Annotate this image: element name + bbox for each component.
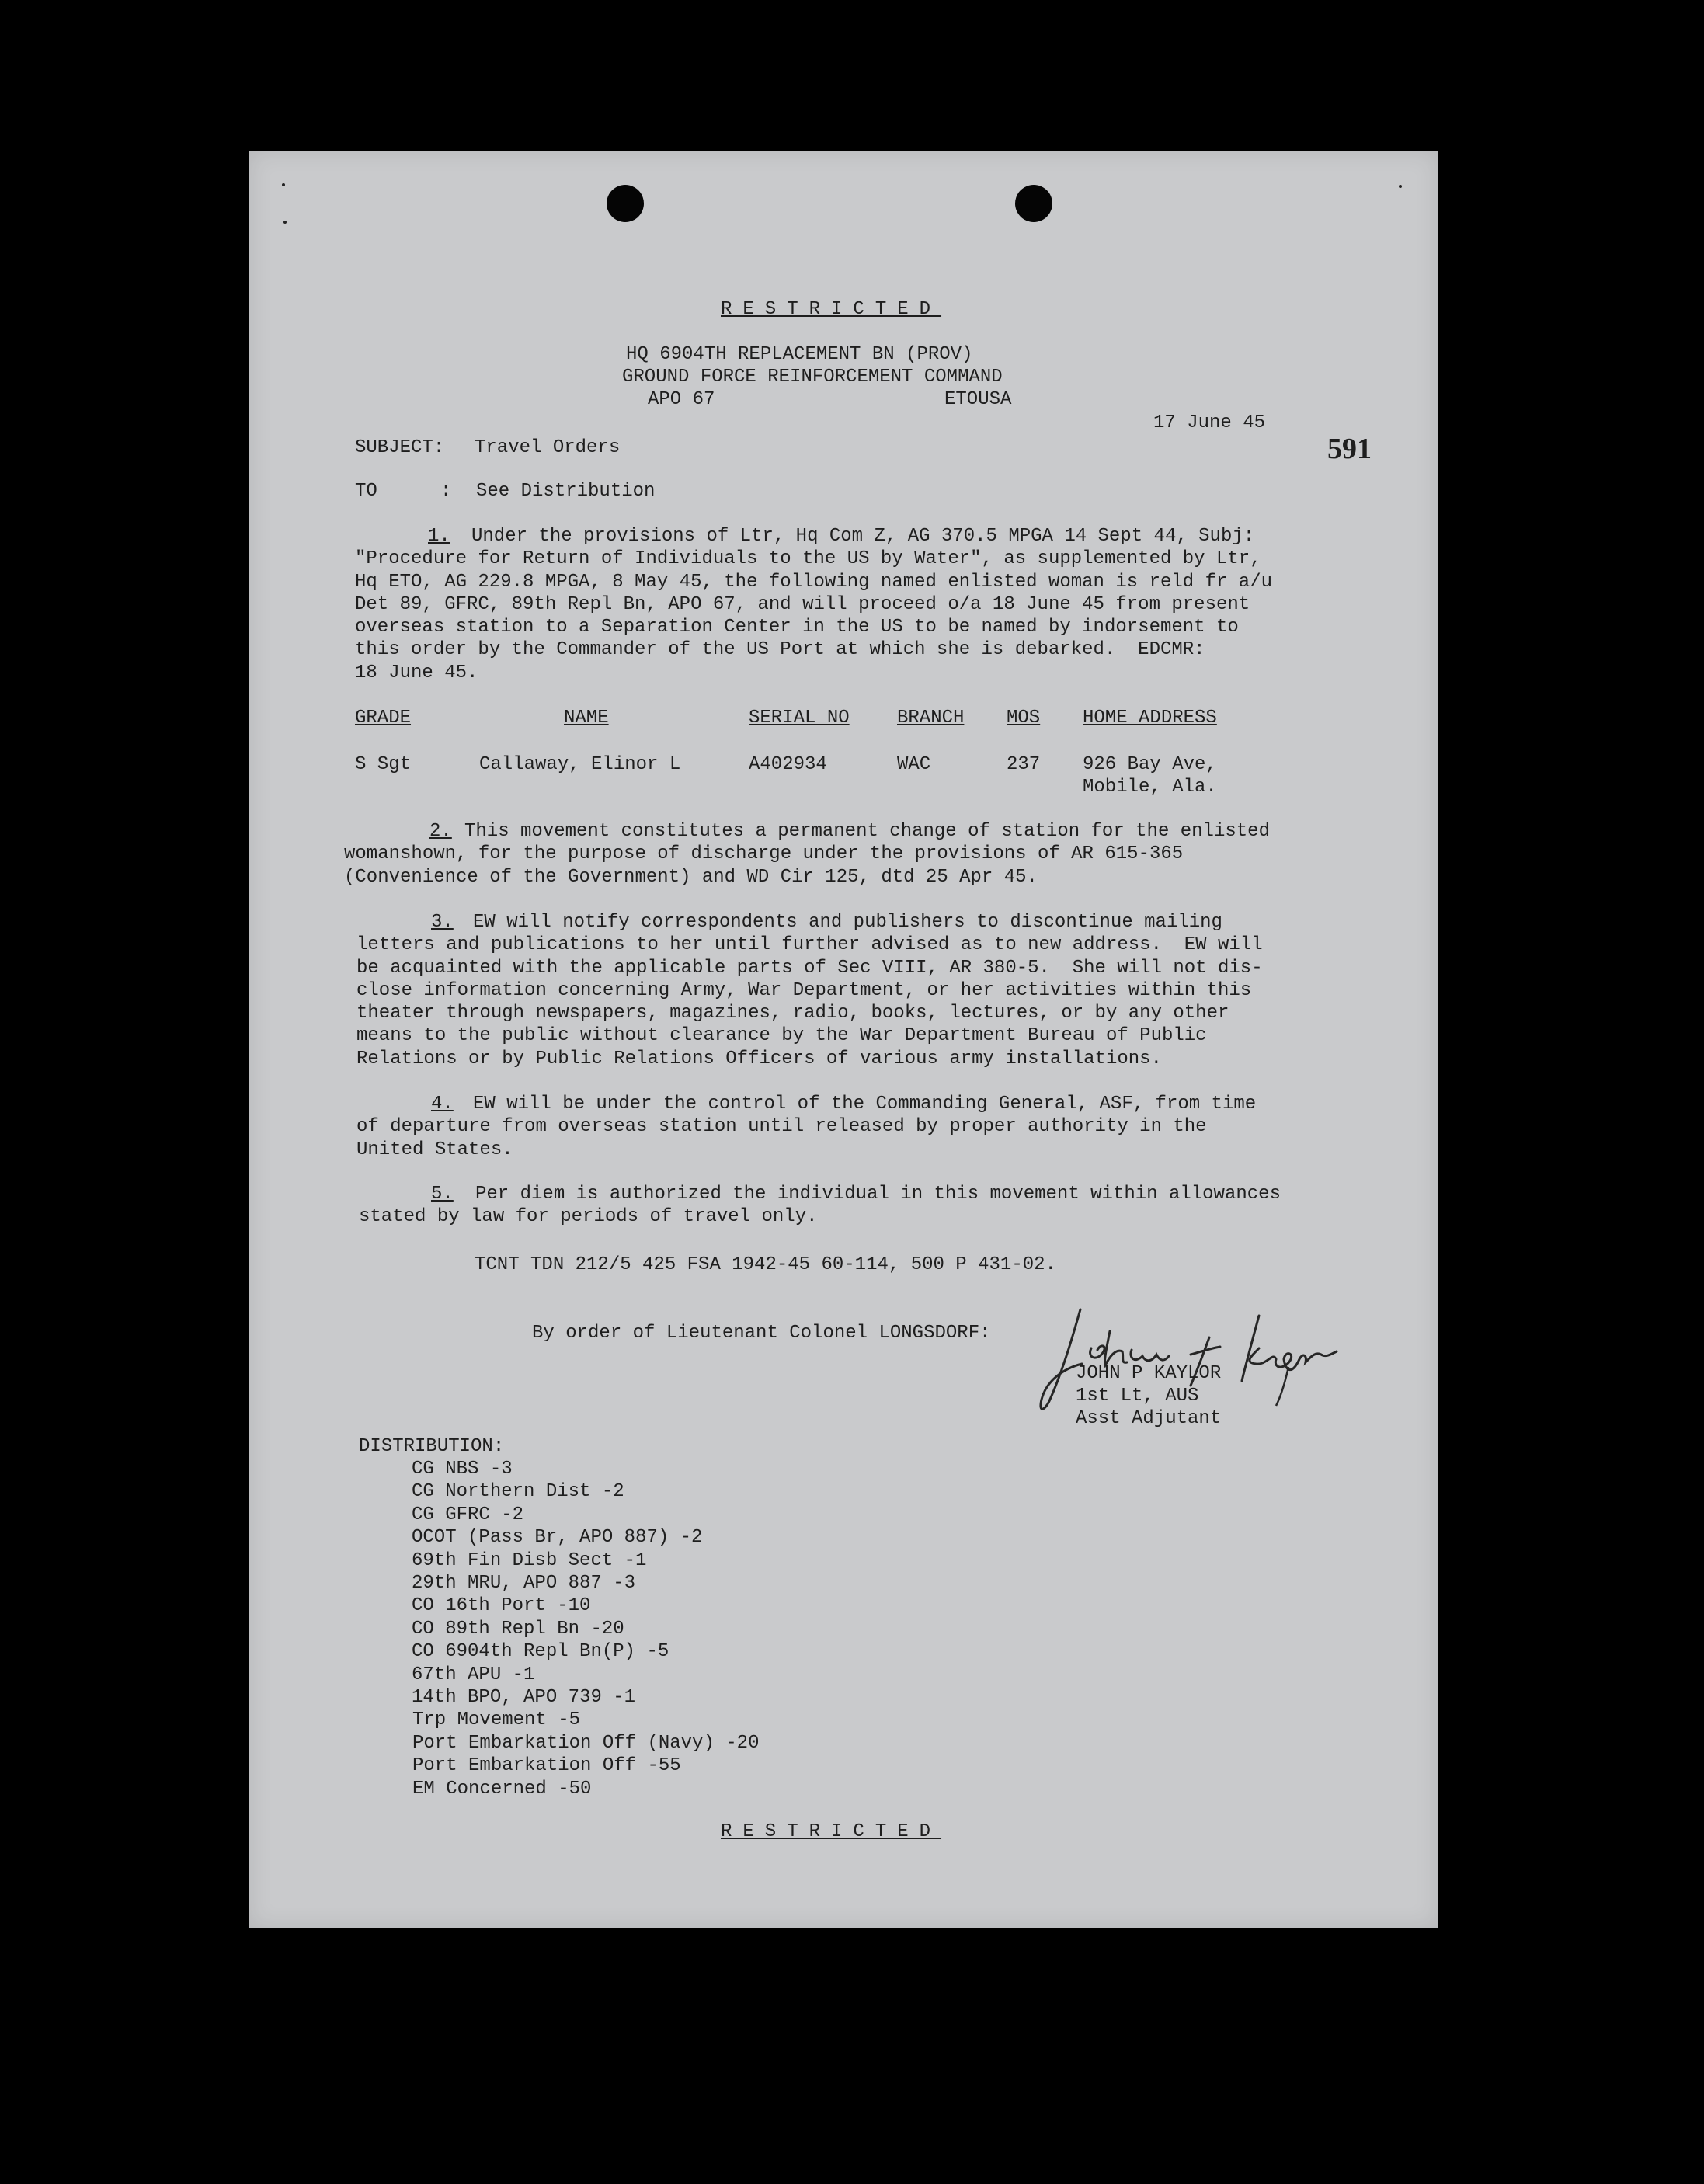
subject-value: Travel Orders (475, 437, 621, 458)
col-header-mos: MOS (1007, 708, 1041, 729)
para1-line: Det 89, GFRC, 89th Repl Bn, APO 67, and will proceed o/a 18 June 45 from present (355, 593, 1250, 615)
signer-rank: 1st Lt, AUS (1076, 1386, 1199, 1407)
speck (282, 183, 285, 186)
subject-label: SUBJECT: (355, 437, 445, 458)
col-header-branch: BRANCH (897, 708, 965, 729)
para4-line: United States. (356, 1139, 513, 1160)
para4-text (356, 1093, 1256, 1161)
para5-number: 5. (431, 1184, 454, 1205)
page-number: 591 (1327, 433, 1372, 465)
para3-line: EW will notify correspondents and publishers to discontinue mailing (473, 912, 1222, 933)
para1-number: 1. (428, 526, 450, 547)
distribution-item: Port Embarkation Off -55 (412, 1755, 681, 1777)
signer-title: Asst Adjutant (1076, 1408, 1222, 1429)
distribution-item: CG NBS -3 (412, 1459, 513, 1480)
speck (283, 221, 287, 224)
para1-line: this order by the Commander of the US Port at which she is debarked. EDCMR: (355, 639, 1205, 661)
unit-name: HQ 6904TH REPLACEMENT BN (PROV) (626, 344, 973, 365)
distribution-item: EM Concerned -50 (412, 1778, 592, 1800)
para5-text (359, 1183, 1281, 1229)
para1-line: Hq ETO, AG 229.8 MPGA, 8 May 45, the following named enlisted woman is reld fr a/u (355, 571, 1272, 593)
roster-mos: 237 (1007, 754, 1041, 775)
col-header-serial: SERIAL NO (749, 708, 850, 729)
distribution-item: 67th APU -1 (412, 1664, 535, 1685)
para2-text (344, 820, 1270, 889)
para2-number: 2. (429, 821, 452, 842)
speck (1399, 185, 1402, 188)
para5-line: Per diem is authorized the individual in this movement within allowances (475, 1184, 1281, 1205)
to-separator: : (440, 481, 452, 502)
punch-hole (607, 185, 644, 222)
col-header-grade: GRADE (355, 708, 412, 729)
col-header-name: NAME (564, 708, 609, 729)
para3-number: 3. (431, 912, 454, 933)
command-name: GROUND FORCE REINFORCEMENT COMMAND (622, 367, 1003, 388)
para3-line: Relations or by Public Relations Officers of various army installations. (356, 1048, 1162, 1069)
restricted-footer: RESTRICTED (721, 1821, 942, 1842)
roster-name: Callaway, Elinor L (479, 754, 681, 775)
para3-line: theater through newspapers, magazines, radio, books, lectures, or by any other (356, 1003, 1229, 1024)
para3-text (356, 911, 1263, 1070)
roster-serial: A402934 (749, 754, 827, 775)
para4-line: of departure from overseas station until released by proper authority in the (356, 1116, 1207, 1138)
roster-grade: S Sgt (355, 754, 412, 775)
roster-branch: WAC (897, 754, 931, 775)
para2-line: womanshown, for the purpose of discharge under the provisions of AR 615-365 (344, 843, 1184, 865)
para3-line: be acquainted with the applicable parts of Sec VIII, AR 380-5. She will not dis- (356, 957, 1263, 979)
para4-number: 4. (431, 1094, 454, 1115)
apo-number: APO 67 (648, 389, 715, 410)
para2-line: (Convenience of the Government) and WD Cir 125, dtd 25 Apr 45. (344, 866, 1038, 888)
col-header-address: HOME ADDRESS (1083, 708, 1217, 729)
roster-address-line1: 926 Bay Ave, (1083, 754, 1217, 775)
distribution-item: CO 89th Repl Bn -20 (412, 1618, 624, 1640)
to-value: See Distribution (476, 481, 656, 502)
signer-name: JOHN P KAYLOR (1076, 1363, 1222, 1384)
para1-line: "Procedure for Return of Individuals to the US by Water", as supplemented by Ltr, (355, 548, 1261, 570)
to-label: TO (355, 481, 377, 502)
by-order-line: By order of Lieutenant Colonel LONGSDORF: (532, 1323, 991, 1344)
distribution-item: CO 6904th Repl Bn(P) -5 (412, 1641, 669, 1663)
para4-line: EW will be under the control of the Commanding General, ASF, from time (473, 1094, 1257, 1115)
para5-line: stated by law for periods of travel only. (359, 1206, 818, 1228)
para3-line: letters and publications to her until further advised as to new address. EW will (356, 934, 1263, 956)
roster-address-line2: Mobile, Ala. (1083, 777, 1217, 798)
restricted-header: RESTRICTED (721, 299, 942, 320)
distribution-item: Trp Movement -5 (412, 1709, 581, 1731)
theater: ETOUSA (944, 389, 1012, 410)
distribution-item: CG GFRC -2 (412, 1504, 524, 1525)
para3-line: means to the public without clearance by the War Department Bureau of Public (356, 1025, 1207, 1047)
para1-line: Under the provisions of Ltr, Hq Com Z, AG 370.5 MPGA 14 Sept 44, Subj: (471, 526, 1255, 547)
distribution-item: CO 16th Port -10 (412, 1595, 591, 1617)
distribution-item: 14th BPO, APO 739 -1 (412, 1687, 636, 1708)
fund-citation: TCNT TDN 212/5 425 FSA 1942-45 60-114, 500 P 431-02. (475, 1254, 1056, 1275)
distribution-label: DISTRIBUTION: (359, 1436, 505, 1457)
para1-text (355, 525, 1272, 684)
distribution-item: 29th MRU, APO 887 -3 (412, 1573, 636, 1594)
punch-hole (1015, 185, 1052, 222)
document-page (249, 151, 1438, 1928)
para1-line: 18 June 45. (355, 662, 478, 683)
distribution-item: CG Northern Dist -2 (412, 1481, 624, 1503)
distribution-item: OCOT (Pass Br, APO 887) -2 (412, 1527, 703, 1549)
distribution-item: 69th Fin Disb Sect -1 (412, 1549, 647, 1571)
para3-line: close information concerning Army, War Department, or her activities within this (356, 979, 1252, 1001)
para1-line: overseas station to a Separation Center in the US to be named by indorsement to (355, 617, 1239, 638)
para2-line: This movement constitutes a permanent change of station for the enlisted (464, 821, 1270, 842)
distribution-item: Port Embarkation Off (Navy) -20 (412, 1732, 760, 1754)
order-date: 17 June 45 (1153, 412, 1266, 433)
